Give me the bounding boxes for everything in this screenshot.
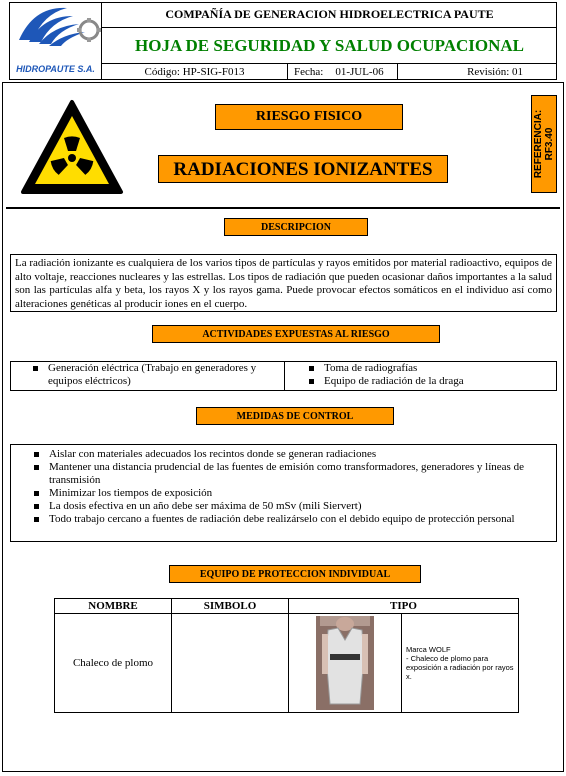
document-revision: Revisión: 01 — [467, 66, 523, 78]
ppe-heading: EQUIPO DE PROTECCION INDIVIDUAL — [169, 565, 421, 583]
hidropaute-logo-icon — [9, 2, 102, 64]
list-item: Toma de radiografías — [324, 362, 556, 375]
description-heading: DESCRIPCION — [224, 218, 368, 236]
date-label: Fecha: — [294, 66, 324, 78]
ppe-symbol-cell — [172, 614, 289, 713]
activities-right-list — [286, 362, 556, 388]
logo-box — [9, 2, 102, 80]
column-header-name: NOMBRE — [55, 599, 172, 614]
controls-heading: MEDIDAS DE CONTROL — [196, 407, 394, 425]
list-item: Todo trabajo cercano a fuentes de radiación debe realizárselo con el debido equipo de protección personal — [49, 513, 532, 526]
ppe-photo-cell — [289, 614, 402, 713]
radiation-warning-icon — [20, 98, 124, 198]
logo-text: HIDROPAUTE S.A. — [16, 64, 95, 74]
column-header-type: TIPO — [289, 599, 519, 614]
reference-code: RF3.40 — [544, 127, 555, 161]
ppe-description-cell: Marca WOLF - Chaleco de plomo para exposición a radiación por rayos x. — [402, 614, 519, 713]
list-item: Generación eléctrica (Trabajo en generadores y equipos eléctricos) — [48, 362, 276, 388]
list-item: Minimizar los tiempos de exposición — [49, 487, 532, 500]
activities-heading: ACTIVIDADES EXPUESTAS AL RIESGO — [152, 325, 440, 343]
list-item: La dosis efectiva en un año debe ser máxima de 50 mSv (mili Siervert) — [49, 500, 532, 513]
section-divider — [6, 207, 560, 209]
date-value: 01-JUL-06 — [335, 66, 384, 78]
table-row — [55, 614, 519, 713]
column-header-symbol: SIMBOLO — [172, 599, 289, 614]
ppe-name-cell: Chaleco de plomo — [55, 614, 172, 713]
list-item: Equipo de radiación de la draga — [324, 375, 556, 388]
risk-name-title: RADIACIONES IONIZANTES — [158, 155, 448, 183]
page-title: HOJA DE SEGURIDAD Y SALUD OCUPACIONAL — [102, 28, 557, 64]
document-code: Código: HP-SIG-F013 — [102, 64, 288, 80]
description-text: La radiación ionizante es cualquiera de los varios tipos de partículas y rayos emitidos por material radioactivo, equipos de alto voltaje, reacciones nucleares y las estrellas. Los tipos de radiación que pueden ocasionar daños importantes a la salud son las partículas alfa y beta, los rayos X y los rayos gama. Puede provocar efectos somáticos en el individuo así como alteraciones genéticas al producir iones en el cuerpo. — [10, 254, 557, 312]
activities-left-list — [10, 362, 284, 388]
activities-column-divider — [284, 361, 285, 391]
controls-box — [10, 444, 557, 542]
document-date — [288, 64, 398, 80]
list-item: Aislar con materiales adecuados los recintos donde se generan radiaciones — [49, 448, 532, 461]
lead-vest-photo-icon — [316, 616, 374, 710]
company-name: COMPAÑÍA DE GENERACION HIDROELECTRICA PAUTE — [102, 2, 557, 28]
reference-box — [531, 95, 557, 193]
list-item: Mantener una distancia prudencial de las fuentes de emisión como transformadores, generadores y líneas de transmisión — [49, 461, 532, 487]
reference-label: REFERENCIA: — [533, 109, 544, 179]
risk-category-label: RIESGO FISICO — [215, 104, 403, 130]
ppe-table — [54, 598, 519, 713]
